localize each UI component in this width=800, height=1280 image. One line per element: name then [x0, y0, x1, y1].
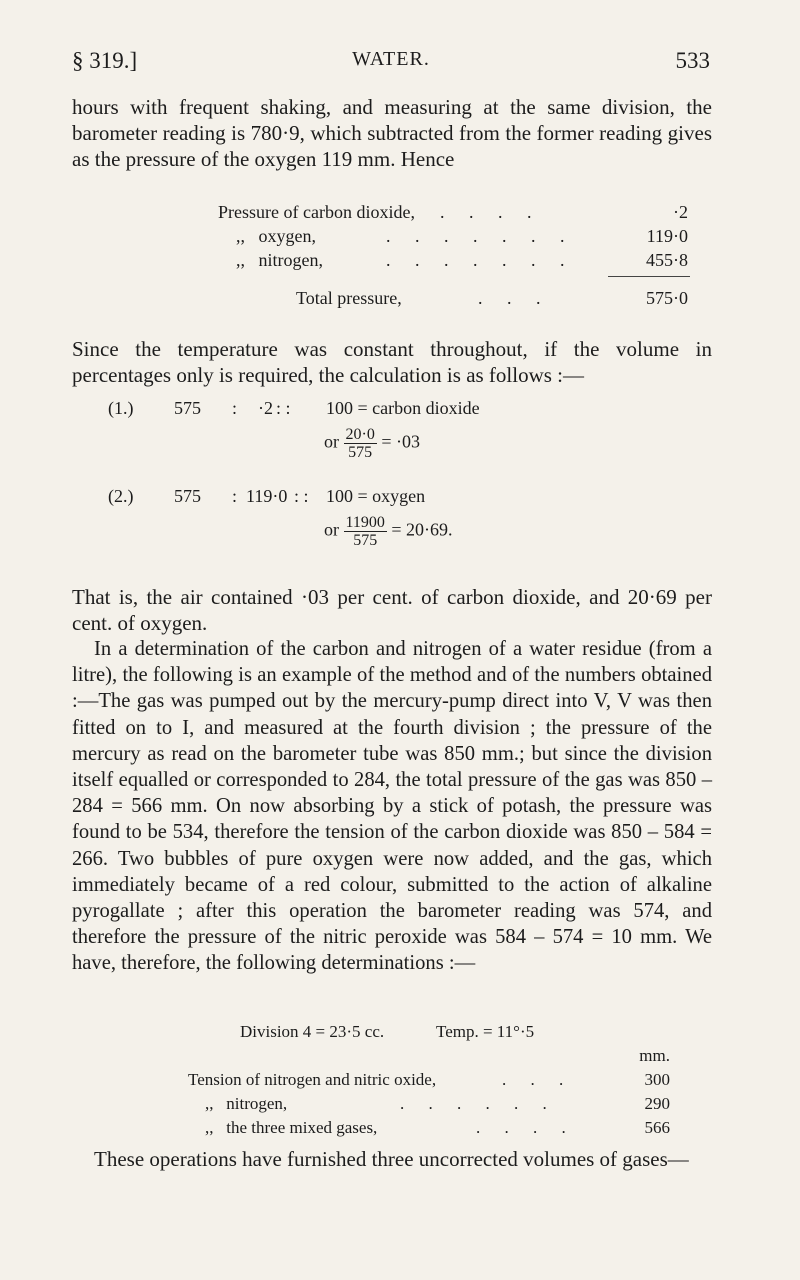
total-label: Total pressure,	[296, 288, 402, 308]
leader-dots: . . . . . .	[400, 1094, 557, 1113]
determination-label: ,, nitrogen,	[188, 1094, 288, 1113]
pressure-row	[218, 248, 688, 272]
or-word: or	[324, 519, 339, 540]
determinations-table	[188, 1020, 670, 1140]
leader-dots: . . . . . . .	[386, 226, 575, 246]
fraction-line	[324, 514, 453, 558]
pressure-total-row	[218, 286, 688, 310]
result-paragraph: That is, the air contained ·03 per cent. of carbon dioxide, and 20·69 per cent. of oxygen.	[72, 585, 712, 636]
closing-paragraph: These operations have furnished three uncorrected volumes of gases—	[94, 1147, 689, 1171]
unit-row	[240, 1044, 670, 1068]
equation-number: (1.)	[108, 398, 134, 418]
page-header	[72, 48, 710, 82]
pressure-label: ,, oxygen,	[218, 226, 316, 246]
division-temp-row	[240, 1020, 670, 1044]
proportion-result: 100 = carbon dioxide	[326, 398, 480, 418]
term: 575	[174, 486, 201, 506]
ratio-sign: :	[232, 398, 238, 418]
determination-row	[188, 1116, 670, 1140]
term: 119·0	[246, 486, 288, 506]
ratio-sign: : :	[276, 398, 291, 418]
section-reference: § 319.]	[72, 48, 138, 73]
or-word: or	[324, 431, 339, 452]
unit-label: mm.	[639, 1046, 670, 1065]
division-note: Division 4 = 23·5 cc.	[240, 1022, 385, 1041]
leader-dots: . . .	[502, 1070, 574, 1089]
total-value: 575·0	[646, 288, 688, 308]
determination-row	[188, 1092, 670, 1116]
proportion-line	[108, 486, 668, 512]
pressure-row	[218, 224, 688, 248]
temperature-note: Temp. = 11°·5	[436, 1022, 535, 1041]
fraction	[344, 426, 377, 461]
intro-paragraph: hours with frequent shaking, and measuring at the same division, the barometer reading is 780·9, which subtracted from the former reading gives as the pressure of the oxygen 119 mm. Hence	[72, 95, 712, 172]
fraction	[344, 514, 387, 549]
percent-paragraph: Since the temperature was constant throughout, if the volume in percentages only is required, the calculation is as follows :—	[72, 337, 712, 388]
pressure-value: 455·8	[646, 250, 688, 270]
fraction-result: = 20·69.	[391, 519, 453, 540]
denominator: 575	[353, 532, 378, 549]
determination-value: 300	[644, 1070, 670, 1089]
term: 575	[174, 398, 201, 418]
leader-dots: . . . . . . .	[386, 250, 575, 270]
ratio-sign: :	[232, 486, 238, 506]
proportion-result: 100 = oxygen	[326, 486, 426, 506]
pressure-label: Pressure of carbon dioxide,	[218, 202, 415, 222]
determination-label: ,, the three mixed gases,	[188, 1118, 378, 1137]
page-number: 533	[675, 48, 710, 73]
pressure-row	[218, 200, 688, 224]
fraction-line	[324, 426, 420, 470]
determination-value: 566	[644, 1118, 670, 1137]
ratio-sign: : :	[294, 486, 309, 506]
fraction-result: = ·03	[381, 431, 420, 452]
determination-value: 290	[644, 1094, 670, 1113]
determination-row	[188, 1068, 670, 1092]
denominator: 575	[348, 444, 373, 461]
running-title: WATER.	[352, 48, 430, 70]
determination-label: Tension of nitrogen and nitric oxide,	[188, 1070, 437, 1089]
sum-rule	[608, 276, 690, 277]
equation-number: (2.)	[108, 486, 134, 506]
numerator: 20·0	[345, 426, 375, 443]
numerator: 11900	[345, 514, 385, 531]
leader-dots: . . .	[478, 288, 551, 308]
method-paragraph: In a determination of the carbon and nitrogen of a water residue (from a litre), the following is an example of the method and of the numbers obtained :—The gas was pumped out by the mercury-pump direct into V, V was then fitted on to I, and measured at the fourth division ; the pressure of the mercury as read on the barometer tube was 850 mm.; but since the division itself equalled or corresponded to 284, the total pressure of the gas was 850 – 284 = 566 mm. On now absorbing by a stick of potash, the pressure was found to be 534, therefore the tension of the carbon dioxide was 850 – 584 = 266. Two bubbles of pure oxygen were now added, and the gas, which immediately became of a red colour, submitted to the action of alkaline pyrogallate ; after this operation the barometer reading was 574, and therefore the pressure of the nitric peroxide was 584 – 574 = 10 mm. We have, therefore, the following determinations :—	[72, 638, 712, 975]
leader-dots: . . . .	[440, 202, 542, 222]
pressure-value: 119·0	[646, 226, 688, 246]
proportion-line	[108, 398, 668, 424]
pressure-label: ,, nitrogen,	[218, 250, 323, 270]
leader-dots: . . . .	[476, 1118, 576, 1137]
term: ·2	[258, 398, 273, 418]
pressure-table	[218, 200, 688, 310]
pressure-value: ·2	[673, 202, 688, 222]
